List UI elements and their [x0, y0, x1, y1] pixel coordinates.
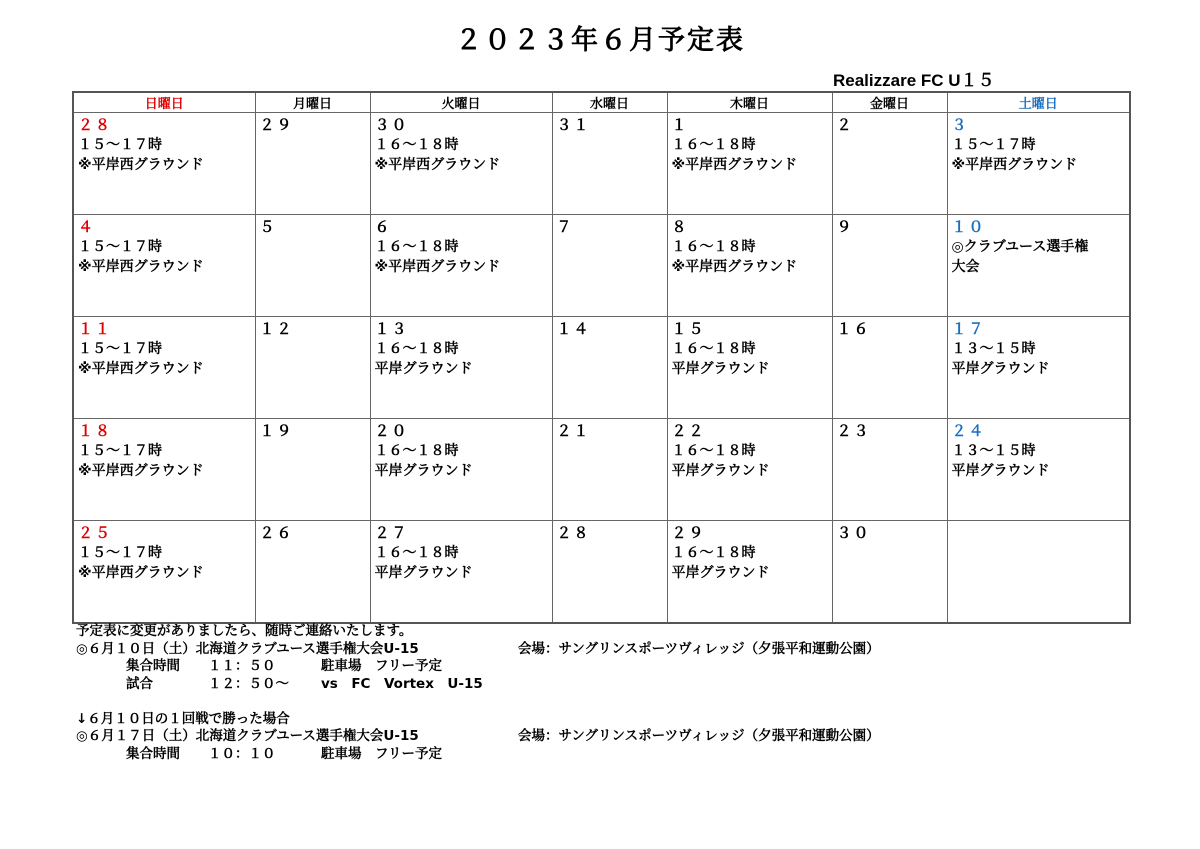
- practice-time: １５～１７時: [78, 239, 162, 255]
- practice-venue: ※平岸西グラウンド: [78, 463, 204, 479]
- day-number: １５: [671, 320, 706, 338]
- weekday-header-thursday: 木曜日: [667, 92, 832, 113]
- calendar-day-cell: [73, 317, 255, 419]
- practice-time: １５～１７時: [951, 137, 1036, 153]
- calendar-day-cell: [552, 317, 667, 419]
- calendar-day-cell: [552, 113, 667, 215]
- day-number: １１: [78, 320, 113, 338]
- calendar-day-cell: [667, 419, 832, 521]
- practice-time: １６～１８時: [374, 545, 459, 561]
- calendar-day-cell: [73, 521, 255, 624]
- day-number: ５: [259, 218, 277, 236]
- event1-parking: 駐車場 フリー予定: [321, 658, 442, 674]
- weekday-header-friday: 金曜日: [832, 92, 947, 113]
- day-number: ２０: [374, 422, 409, 440]
- practice-time: １３～１５時: [951, 341, 1036, 357]
- event1-venue: 会場：サングリンスポーツヴィレッジ（夕張平和運動公園）: [518, 640, 880, 657]
- day-number: ９: [836, 218, 854, 236]
- calendar-day-cell: [255, 215, 370, 317]
- event1-match-line: [76, 676, 1176, 694]
- day-number: １０: [951, 218, 986, 236]
- weekday-header-row: [73, 92, 1130, 113]
- calendar-day-cell: [370, 113, 552, 215]
- practice-venue: ※平岸西グラウンド: [78, 361, 204, 377]
- calendar-week-row: [73, 113, 1130, 215]
- day-number: ４: [78, 218, 96, 236]
- calendar-day-cell: [947, 521, 1130, 624]
- day-number: １６: [836, 320, 871, 338]
- notes-intro: 予定表に変更がありましたら、随時ご連絡いたします。: [76, 623, 413, 639]
- practice-venue: ※平岸西グラウンド: [78, 157, 204, 173]
- day-number: ２７: [374, 524, 409, 542]
- practice-time: ◎クラブユース選手権: [951, 239, 1089, 255]
- practice-venue: 平岸グラウンド: [951, 361, 1050, 377]
- practice-venue: 大会: [951, 259, 980, 275]
- schedule-notes: [76, 623, 1176, 763]
- day-number: ３０: [374, 116, 409, 134]
- event2-meet-time: １０：１０: [208, 745, 276, 762]
- event1-title: ◎６月１０日（土）北海道クラブユース選手権大会U-15: [76, 640, 419, 657]
- calendar-day-cell: [73, 419, 255, 521]
- calendar-day-cell: [667, 215, 832, 317]
- practice-venue: ※平岸西グラウンド: [671, 157, 798, 173]
- calendar-table: [72, 91, 1131, 624]
- event1-match-time: １２：５０～: [208, 675, 289, 692]
- practice-venue: ※平岸西グラウンド: [951, 157, 1078, 173]
- day-number: ２４: [951, 422, 986, 440]
- calendar-day-cell: [947, 317, 1130, 419]
- practice-time: １６～１８時: [374, 443, 459, 459]
- calendar-day-cell: [370, 215, 552, 317]
- practice-time: １３～１５時: [951, 443, 1036, 459]
- calendar-day-cell: [552, 419, 667, 521]
- practice-venue: ※平岸西グラウンド: [78, 565, 204, 581]
- day-number: ６: [374, 218, 392, 236]
- calendar-day-cell: [667, 521, 832, 624]
- event2-venue: 会場：サングリンスポーツヴィレッジ（夕張平和運動公園）: [518, 728, 880, 744]
- calendar-day-cell: [255, 113, 370, 215]
- practice-time: １５～１７時: [78, 137, 162, 153]
- weekday-header-tuesday: 火曜日: [370, 92, 552, 113]
- weekday-header-sunday: 日曜日: [73, 92, 255, 113]
- event2-meet-line: [76, 746, 1176, 764]
- calendar-body: [73, 113, 1130, 624]
- calendar-week-row: [73, 419, 1130, 521]
- practice-venue: 平岸グラウンド: [671, 463, 770, 479]
- day-number: １: [671, 116, 689, 134]
- weekday-header-monday: 月曜日: [255, 92, 370, 113]
- practice-time: １６～１８時: [671, 239, 756, 255]
- day-number: ２２: [671, 422, 706, 440]
- day-number: １２: [259, 320, 294, 338]
- practice-time: １６～１８時: [374, 137, 459, 153]
- day-number: ２９: [671, 524, 706, 542]
- calendar-day-cell: [947, 419, 1130, 521]
- notes-spacer: [76, 693, 1176, 711]
- day-number: ２５: [78, 524, 113, 542]
- practice-time: １５～１７時: [78, 341, 162, 357]
- practice-time: １６～１８時: [671, 443, 756, 459]
- day-number: ３: [951, 116, 969, 134]
- practice-venue: ※平岸西グラウンド: [78, 259, 204, 275]
- team-name: Realizzare FC U１５: [833, 71, 995, 90]
- day-number: ７: [556, 218, 574, 236]
- page-title: ２０２３年６月予定表: [455, 25, 745, 56]
- day-number: ２８: [556, 524, 591, 542]
- practice-venue: 平岸グラウンド: [374, 463, 473, 479]
- calendar-day-cell: [552, 215, 667, 317]
- day-number: ２: [836, 116, 854, 134]
- day-number: １９: [259, 422, 294, 440]
- practice-venue: 平岸グラウンド: [951, 463, 1050, 479]
- event2-title: ◎６月１７日（土）北海道クラブユース選手権大会U-15: [76, 728, 419, 744]
- event2-parking: 駐車場 フリー予定: [321, 745, 442, 762]
- practice-time: １６～１８時: [374, 341, 459, 357]
- calendar-day-cell: [832, 521, 947, 624]
- practice-venue: ※平岸西グラウンド: [671, 259, 798, 275]
- practice-time: １６～１８時: [671, 341, 756, 357]
- event2-meet-label: 集合時間: [126, 745, 180, 762]
- calendar-day-cell: [947, 215, 1130, 317]
- weekday-header-wednesday: 水曜日: [552, 92, 667, 113]
- practice-time: １６～１８時: [671, 545, 756, 561]
- practice-time: １６～１８時: [374, 239, 459, 255]
- practice-time: １５～１７時: [78, 545, 162, 561]
- calendar-day-cell: [255, 521, 370, 624]
- calendar-day-cell: [370, 419, 552, 521]
- practice-time: １５～１７時: [78, 443, 162, 459]
- day-number: １７: [951, 320, 986, 338]
- day-number: ２１: [556, 422, 591, 440]
- calendar-day-cell: [667, 317, 832, 419]
- calendar-day-cell: [667, 113, 832, 215]
- calendar-day-cell: [73, 113, 255, 215]
- practice-venue: ※平岸西グラウンド: [374, 259, 501, 275]
- day-number: ３１: [556, 116, 591, 134]
- calendar-day-cell: [552, 521, 667, 624]
- practice-venue: ※平岸西グラウンド: [374, 157, 501, 173]
- calendar-day-cell: [832, 113, 947, 215]
- event1-line: [76, 641, 1176, 659]
- calendar-week-row: [73, 521, 1130, 624]
- calendar-day-cell: [947, 113, 1130, 215]
- practice-venue: 平岸グラウンド: [671, 565, 770, 581]
- practice-time: １６～１８時: [671, 137, 756, 153]
- calendar-day-cell: [832, 419, 947, 521]
- event1-match-opponent: vs FC Vortex U-15: [321, 675, 483, 692]
- day-number: １３: [374, 320, 409, 338]
- day-number: ２８: [78, 116, 113, 134]
- calendar-day-cell: [370, 317, 552, 419]
- calendar-day-cell: [73, 215, 255, 317]
- day-number: ２９: [259, 116, 294, 134]
- calendar-day-cell: [370, 521, 552, 624]
- event1-meet-label: 集合時間: [126, 658, 180, 674]
- day-number: ３０: [836, 524, 871, 542]
- calendar-day-cell: [255, 317, 370, 419]
- calendar-day-cell: [255, 419, 370, 521]
- event2-line: [76, 728, 1176, 746]
- day-number: １８: [78, 422, 113, 440]
- event1-meet-line: [76, 658, 1176, 676]
- calendar-week-row: [73, 215, 1130, 317]
- calendar-day-cell: [832, 215, 947, 317]
- day-number: ２６: [259, 524, 294, 542]
- weekday-header-saturday: 土曜日: [947, 92, 1130, 113]
- practice-venue: 平岸グラウンド: [671, 361, 770, 377]
- practice-venue: 平岸グラウンド: [374, 361, 473, 377]
- calendar-day-cell: [832, 317, 947, 419]
- calendar-week-row: [73, 317, 1130, 419]
- event1-meet-time: １１：５０: [208, 658, 276, 674]
- arrow-note: ↓６月１０日の１回戦で勝った場合: [76, 710, 290, 727]
- practice-venue: 平岸グラウンド: [374, 565, 473, 581]
- day-number: １４: [556, 320, 591, 338]
- day-number: ８: [671, 218, 689, 236]
- day-number: ２３: [836, 422, 871, 440]
- event1-match-label: 試合: [126, 675, 153, 692]
